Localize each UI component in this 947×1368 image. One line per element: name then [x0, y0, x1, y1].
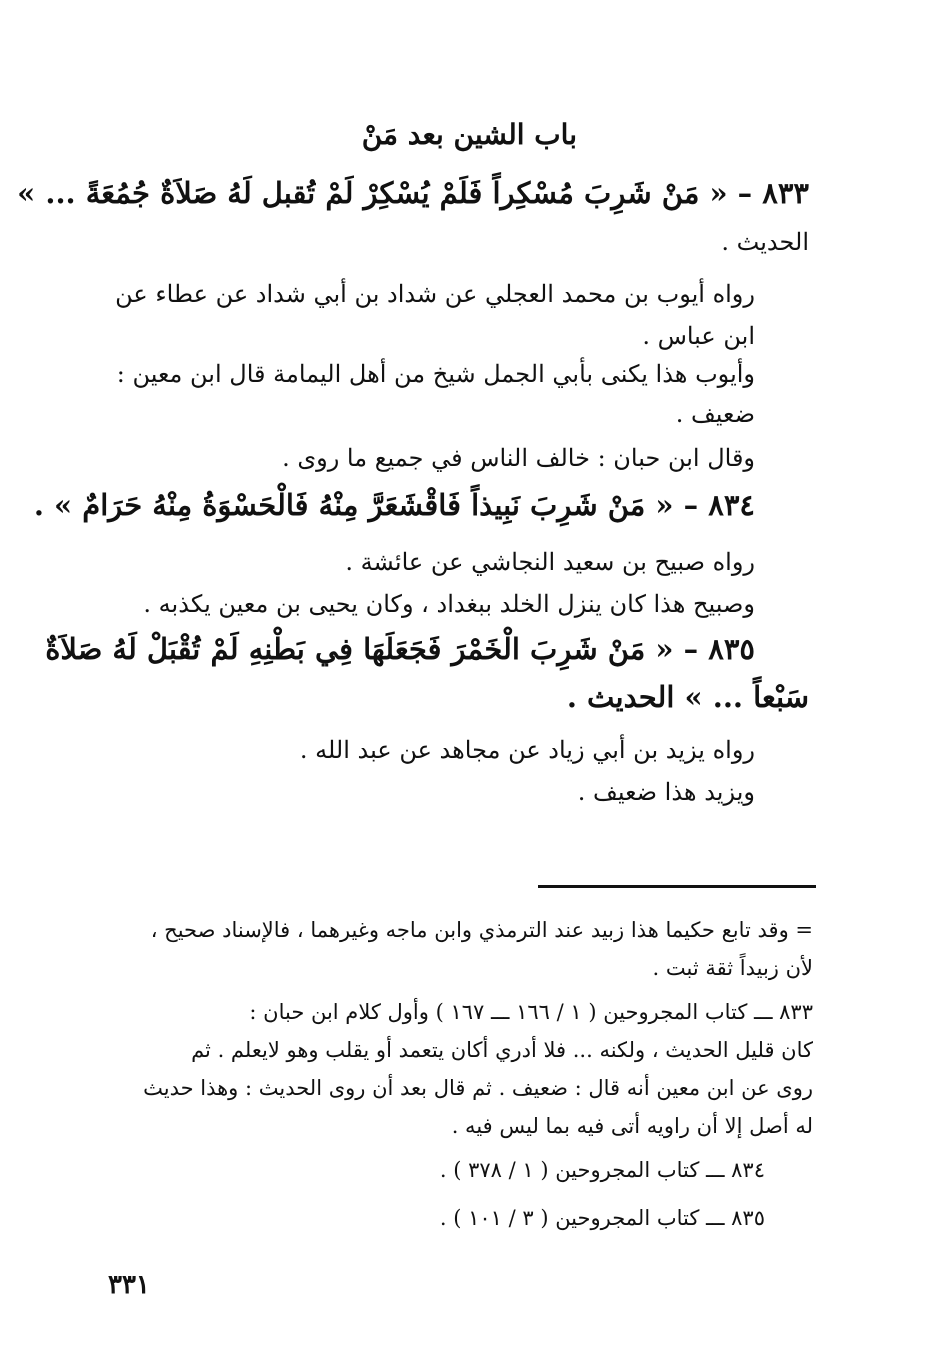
hadith-833-line-1: ٨٣٣ – « مَنْ شَرِبَ مُسْكِراً فَلَمْ يُسْكِرْ لَمْ تُقبل لَهُ صَلاَةٌ جُمُعَةً ... »	[17, 176, 809, 210]
footnote-833-line-4: له أصل إلا أن راويه أتى فيه بما ليس فيه .	[451, 1114, 813, 1138]
text-834-line-2: وصبيح هذا كان ينزل الخلد ببغداد ، وكان يحيى بن معين يكذبه .	[143, 590, 755, 618]
hadith-833-line-2: الحديث .	[721, 228, 809, 256]
text-835-line-2: ويزيد هذا ضعيف .	[577, 778, 755, 806]
chapter-title: باب الشين بعد مَنْ	[361, 118, 577, 151]
footnote-833-line-2: كان قليل الحديث ، ولكنه ... فلا أدري أكان يتعمد أو يقلب وهو لايعلم . ثم	[191, 1038, 813, 1062]
text-833-line-5: وقال ابن حبان : خالف الناس في جميع ما روى .	[282, 444, 755, 472]
text-833-line-2: ابن عباس .	[642, 322, 755, 350]
text-833-line-4: ضعيف .	[675, 400, 755, 428]
page-number: ٣٣١	[108, 1270, 150, 1300]
footnote-continuation-line-2: لأن زبيداً ثقة ثبت .	[652, 956, 813, 980]
footnote-835: ٨٣٥ ـــ كتاب المجروحين ( ٣ / ١٠١ ) .	[439, 1206, 765, 1230]
footnote-834: ٨٣٤ ـــ كتاب المجروحين ( ١ / ٣٧٨ ) .	[439, 1158, 765, 1182]
hadith-835-line-1: ٨٣٥ – « مَنْ شَرِبَ الْخَمْرَ فَجَعَلَهَا فِي بَطْنِهِ لَمْ تُقْبَلْ لَهُ صَلاَةٌ	[45, 632, 755, 666]
footnote-separator	[538, 885, 816, 888]
hadith-834: ٨٣٤ – « مَنْ شَرِبَ نَبِيذاً فَاقْشَعَرَّ مِنْهُ فَالْحَسْوَةُ مِنْهُ حَرَامٌ » .	[33, 488, 755, 522]
text-833-line-3: وأيوب هذا يكنى بأبي الجمل شيخ من أهل اليمامة قال ابن معين :	[116, 360, 755, 388]
hadith-835-line-2: سَبْعاً ... » الحديث .	[566, 680, 809, 714]
text-833-line-1: رواه أيوب بن محمد العجلي عن شداد بن أبي شداد عن عطاء عن	[115, 280, 755, 308]
footnote-833-line-3: روى عن ابن معين أنه قال : ضعيف . ثم قال بعد أن روى الحديث : وهذا حديث	[143, 1076, 813, 1100]
text-834-line-1: رواه صبيح بن سعيد النجاشي عن عائشة .	[345, 548, 755, 576]
text-835-line-1: رواه يزيد بن أبي زياد عن مجاهد عن عبد الله .	[299, 736, 755, 764]
footnote-833-line-1: ٨٣٣ ـــ كتاب المجروحين ( ١ / ١٦٦ ـــ ١٦٧ ) وأول كلام ابن حبان :	[249, 1000, 813, 1024]
footnote-continuation-line-1: = وقد تابع حكيما هذا زبيد عند الترمذي وابن ماجه وغيرهما ، فالإسناد صحيح ،	[150, 918, 813, 942]
